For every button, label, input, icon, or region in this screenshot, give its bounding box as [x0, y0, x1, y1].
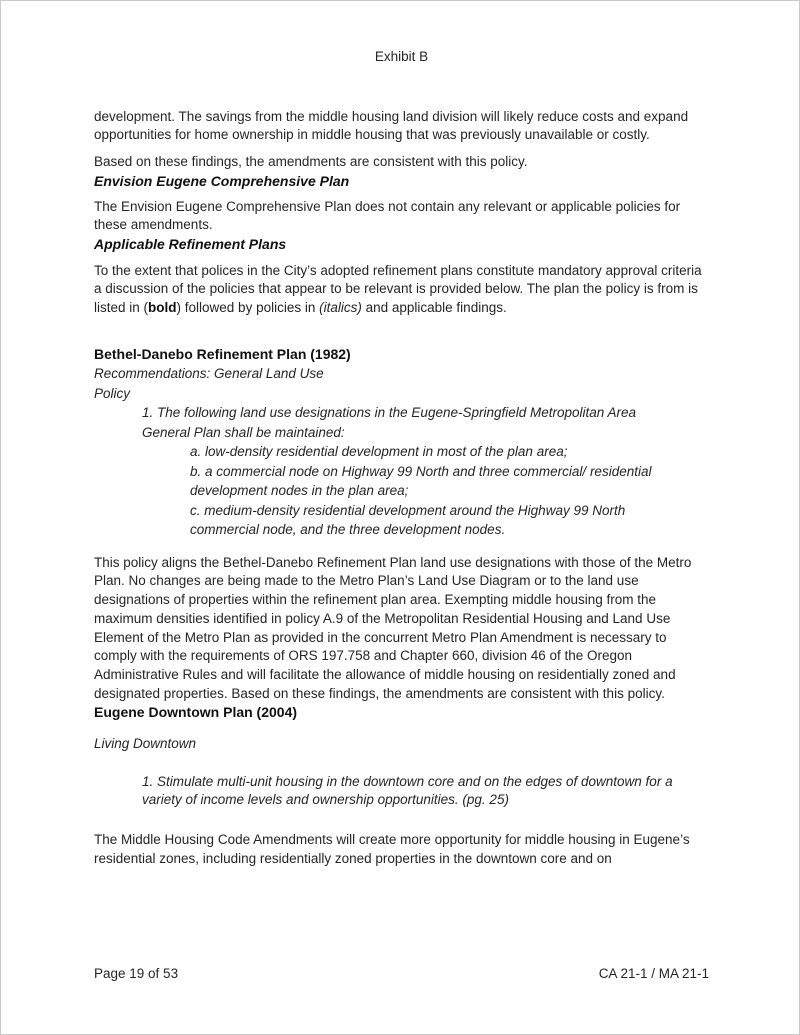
bethel-subtitle-recommendations: Recommendations: General Land Use: [94, 366, 324, 382]
bethel-policy-1: 1. The following land use designations in the Eugene-Springfield Metropolitan Area General Plan shall be maintained:: [142, 405, 637, 440]
italics-word: (italics): [319, 300, 362, 316]
footer-page-number: Page 19 of 53: [94, 966, 179, 981]
bold-word: bold: [148, 300, 177, 316]
page-title: Exhibit B: [374, 49, 429, 64]
paragraph-envision-no-policies: The Envision Eugene Comprehensive Plan does not contain any relevant or applicable policies for these amendments.: [94, 198, 681, 233]
refinement-intro-text: ) followed by policies in: [176, 300, 320, 316]
heading-envision-eugene-plan: Envision Eugene Comprehensive Plan: [94, 172, 350, 189]
bethel-subtitle-policy: Policy: [94, 385, 131, 401]
downtown-policy-1: 1. Stimulate multi-unit housing in the downtown core and on the edges of downtown for a variety of income levels and ownership opportunities. (pg. 25): [142, 773, 673, 808]
refinement-intro-text: To the extent that polices in the City’s adopted refinement plans constitute mandatory approval criteria a discussion of the policies that appear to be relevant is provided below. The plan the policy is from is listed in (: [94, 262, 702, 316]
bethel-policy-item-a: a. low-density residential development in most of the plan area;: [190, 444, 568, 460]
downtown-subtitle-living-downtown: Living Downtown: [94, 736, 197, 752]
document-content: [1, 1, 799, 869]
paragraph-refinement-intro: [94, 262, 709, 318]
footer-case-number: CA 21-1 / MA 21-1: [598, 966, 709, 981]
heading-bethel-danebo-plan: Bethel-Danebo Refinement Plan (1982): [94, 345, 351, 362]
heading-applicable-refinement-plans: Applicable Refinement Plans: [94, 235, 287, 252]
paragraph-bethel-finding: This policy aligns the Bethel-Danebo Refinement Plan land use designations with those of the Metro Plan. No changes are being made to the Metro Plan’s Land Use Diagram or to the land use designations of properties within the refinement plan area. Exempting middle housing from the maximum densities identified in policy A.9 of the Metropolitan Residential Housing and Land Use Element of the Metro Plan as provided in the concurrent Metro Plan Amendment is necessary to comply with the requirements of ORS 197.758 and Chapter 660, division 46 of the Oregon Administrative Rules and will facilitate the allowance of middle housing on residentially zoned and designated properties. Based on these findings, the amendments are consistent with this policy.: [94, 554, 692, 701]
page-footer: [94, 965, 709, 984]
bethel-policy-item-b: b. a commercial node on Highway 99 North and three commercial/ residential development nodes in the plan area;: [190, 463, 652, 499]
paragraph-development-savings: development. The savings from the middle housing land division will likely reduce costs and expand opportunities for home ownership in middle housing that was previously unavailable or costly.: [94, 108, 689, 143]
paragraph-findings-consistent: Based on these findings, the amendments are consistent with this policy.: [94, 154, 528, 170]
refinement-intro-text: and applicable findings.: [361, 300, 507, 316]
heading-eugene-downtown-plan: Eugene Downtown Plan (2004): [94, 704, 298, 721]
bethel-policy-item-c: c. medium-density residential development around the Highway 99 North commercial node, and the three development nodes.: [190, 502, 626, 538]
section-bethel-danebo: [94, 345, 709, 540]
paragraph-downtown-finding: The Middle Housing Code Amendments will create more opportunity for middle housing in Eugene’s residential zones, including residentially zoned properties in the downtown core and on: [94, 832, 690, 866]
